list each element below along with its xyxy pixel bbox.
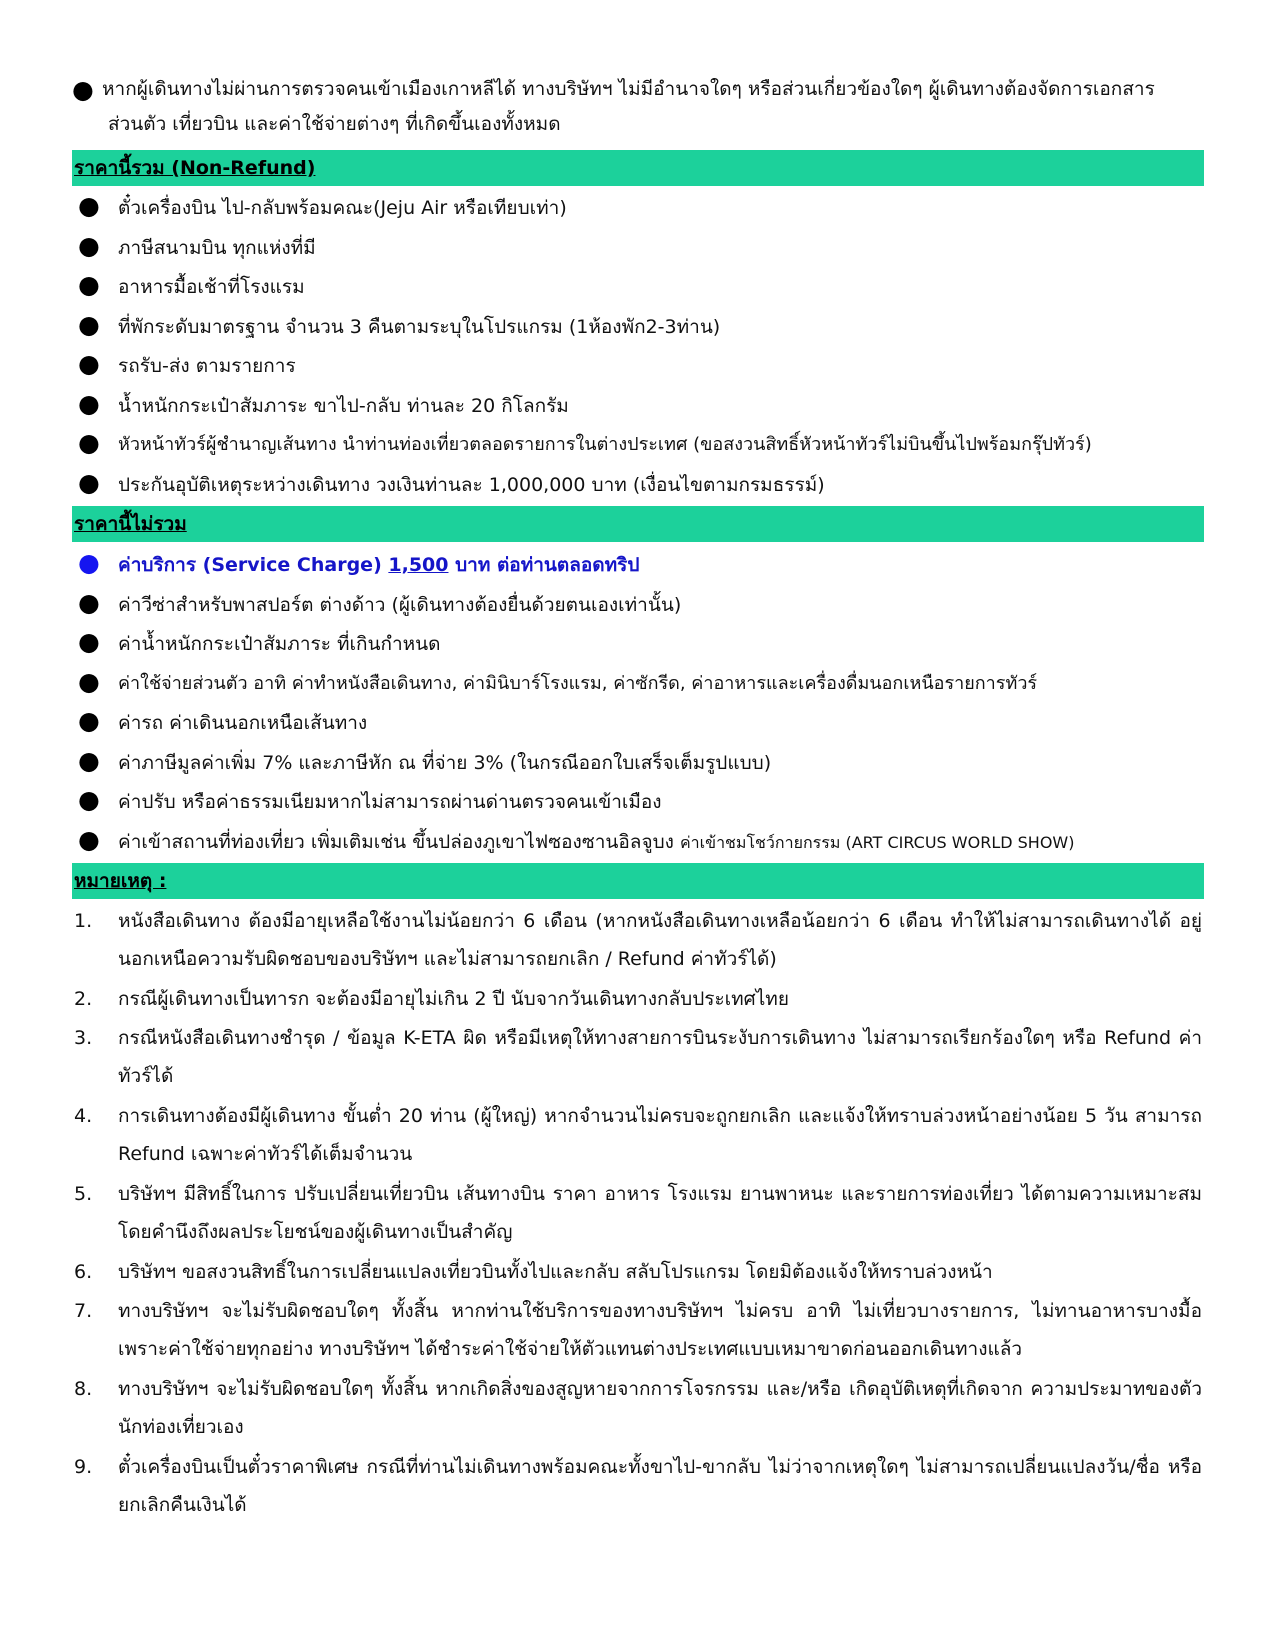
included-item-text: ประกันอุบัติเหตุระหว่างเดินทาง วงเงินท่านละ 1,000,000 บาท (เงื่อนไขตามกรมธรรม์): [118, 474, 825, 496]
note-text: ตั๋วเครื่องบินเป็นตั๋วราคาพิเศษ กรณีที่ท่านไม่เดินทางพร้อมคณะทั้งขาไป-ขากลับ ไม่ว่าจากเหตุใดๆ ไม่สามารถเปลี่ยนแปลงวัน/ชื่อ หรือยกเลิกคืนเงินได้: [118, 1456, 1202, 1516]
bullet-icon: ●: [78, 825, 100, 854]
notes-heading-band: [72, 863, 1204, 899]
bullet-icon: ●: [78, 588, 100, 617]
included-item-text: รถรับ-ส่ง ตามรายการ: [118, 355, 296, 377]
excluded-item-main: ค่าเข้าสถานที่ท่องเที่ยว เพิ่มเติมเช่น ขึ้นปล่องภูเขาไฟซองซานอิลจูบง: [118, 831, 680, 853]
note-number: 3.: [74, 1027, 93, 1049]
bullet-icon: ●: [78, 706, 100, 735]
note-number: 5.: [74, 1183, 93, 1205]
bullet-icon: ●: [78, 389, 100, 418]
service-charge-text: [118, 545, 639, 585]
note-number: 2.: [74, 988, 93, 1010]
included-item-text: หัวหน้าทัวร์ผู้ชำนาญเส้นทาง นำท่านท่องเที่ยวตลอดรายการในต่างประเทศ (ขอสงวนสิทธิ์หัวหน้าทัวร์ไม่บินขึ้นไปพร้อมกรุ๊ปทัวร์): [118, 434, 1092, 455]
bullet-icon: ●: [78, 231, 100, 260]
note-text: หนังสือเดินทาง ต้องมีอายุเหลือใช้งานไม่น้อยกว่า 6 เดือน (หากหนังสือเดินทางเหลือน้อยกว่า 6 เดือน ทำให้ไม่สามารถเดินทางได้ อยู่นอกเหนือความรับผิดชอบของบริษัทฯ และไม่สามารถยกเลิก / Refund ค่าทัวร์ได้): [118, 910, 1202, 970]
excluded-heading-band: [72, 506, 1204, 542]
included-item-text: น้ำหนักกระเป๋าสัมภาระ ขาไป-กลับ ท่านละ 20 กิโลกรัม: [118, 395, 569, 417]
note-text: กรณีหนังสือเดินทางชำรุด / ข้อมูล K-ETA ผิด หรือมีเหตุให้ทางสายการบินระงับการเดินทาง ไม่สามารถเรียกร้องใดๆ หรือ Refund ค่าทัวร์ได้: [118, 1027, 1202, 1087]
excluded-item-text: ค่าปรับ หรือค่าธรรมเนียมหากไม่สามารถผ่านด่านตรวจคนเข้าเมือง: [118, 791, 662, 813]
excluded-item-text: ค่าภาษีมูลค่าเพิ่ม 7% และภาษีหัก ณ ที่จ่าย 3% (ในกรณีออกใบเสร็จเต็มรูปแบบ): [118, 752, 772, 774]
bullet-icon: ●: [78, 548, 100, 577]
included-item-text: ที่พักระดับมาตรฐาน จำนวน 3 คืนตามระบุในโปรแกรม (1ห้องพัก2-3ท่าน): [118, 316, 721, 338]
excluded-item-text: ค่าน้ำหนักกระเป๋าสัมภาระ ที่เกินกำหนด: [118, 633, 441, 655]
included-item-text: ภาษีสนามบิน ทุกแห่งที่มี: [118, 237, 316, 259]
excluded-item-small: ค่าเข้าชมโชว์กายกรรม (ART CIRCUS WORLD SHOW): [679, 833, 1075, 852]
notes-heading: หมายเหตุ :: [74, 870, 167, 892]
note-number: 7.: [74, 1300, 93, 1322]
note-text: บริษัทฯ ขอสงวนสิทธิ์ในการเปลี่ยนแปลงเที่ยวบินทั้งไปและกลับ สลับโปรแกรม โดยมิต้องแจ้งให้ทราบล่วงหน้า: [118, 1261, 993, 1283]
note-number: 1.: [74, 910, 93, 932]
excluded-item-text: [118, 822, 1074, 863]
bullet-icon: ●: [78, 468, 100, 497]
note-number: 6.: [74, 1261, 93, 1283]
included-item-text: ตั๋วเครื่องบิน ไป-กลับพร้อมคณะ(Jeju Air หรือเทียบเท่า): [118, 197, 567, 219]
excluded-heading: ราคานี้ไม่รวม: [74, 513, 187, 535]
bullet-icon: ●: [72, 75, 94, 104]
bullet-icon: ●: [78, 627, 100, 656]
included-heading-band: [72, 150, 1204, 186]
excluded-item-text: ค่ารถ ค่าเดินนอกเหนือเส้นทาง: [118, 712, 368, 734]
note-text: ทางบริษัทฯ จะไม่รับผิดชอบใดๆ ทั้งสิ้น หากท่านใช้บริการของทางบริษัทฯ ไม่ครบ อาทิ ไม่เที่ยวบางรายการ, ไม่ทานอาหารบางมื้อ เพราะค่าใช้จ่ายทุกอย่าง ทางบริษัทฯ ได้ชำระค่าใช้จ่ายให้ตัวแทนต่างประเทศแบบเหมาขาดก่อนออกเดินทางแล้ว: [118, 1300, 1202, 1360]
bullet-icon: ●: [78, 310, 100, 339]
note-text: บริษัทฯ มีสิทธิ์ในการ ปรับเปลี่ยนเที่ยวบิน เส้นทางบิน ราคา อาหาร โรงแรม ยานพาหนะ และรายการท่องเที่ยว ได้ตามความเหมาะสม โดยคำนึงถึงผลประโยชน์ของผู้เดินทางเป็นสำคัญ: [118, 1183, 1202, 1243]
note-number: 9.: [74, 1456, 93, 1478]
bullet-icon: ●: [78, 746, 100, 775]
included-heading: ราคานี้รวม (Non-Refund): [74, 157, 316, 179]
bullet-icon: ●: [78, 191, 100, 220]
intro-line-1: หากผู้เดินทางไม่ผ่านการตรวจคนเข้าเมืองเกาหลีได้ ทางบริษัทฯ ไม่มีอำนาจใดๆ หรือส่วนเกี่ยวข้องใดๆ ผู้เดินทางต้องจัดการเอกสาร: [102, 78, 1155, 100]
service-charge-suffix: บาท ต่อท่านตลอดทริป: [448, 554, 640, 576]
intro-paragraph: [72, 72, 1212, 144]
note-text: การเดินทางต้องมีผู้เดินทาง ขั้นต่ำ 20 ท่าน (ผู้ใหญ่) หากจำนวนไม่ครบจะถูกยกเลิก และแจ้งให้ทราบล่วงหน้าอย่างน้อย 5 วัน สามารถ Refund เฉพาะค่าทัวร์ได้เต็มจำนวน: [118, 1105, 1202, 1165]
intro-line-2: ส่วนตัว เที่ยวบิน และค่าใช้จ่ายต่างๆ ที่เกิดขึ้นเองทั้งหมด: [108, 113, 561, 135]
service-charge-amount: 1,500: [388, 554, 449, 576]
excluded-item-text: ค่าวีซ่าสำหรับพาสปอร์ต ต่างด้าว (ผู้เดินทางต้องยื่นด้วยตนเองเท่านั้น): [118, 594, 682, 616]
bullet-icon: ●: [78, 785, 100, 814]
bullet-icon: ●: [78, 667, 100, 696]
note-number: 8.: [74, 1378, 93, 1400]
bullet-icon: ●: [78, 428, 100, 457]
bullet-icon: ●: [78, 270, 100, 299]
bullet-icon: ●: [78, 349, 100, 378]
excluded-item-text: ค่าใช้จ่ายส่วนตัว อาทิ ค่าทำหนังสือเดินทาง, ค่ามินิบาร์โรงแรม, ค่าซักรีด, ค่าอาหารและเครื่องดื่มนอกเหนือรายการทัวร์: [118, 673, 1038, 694]
note-text: กรณีผู้เดินทางเป็นทารก จะต้องมีอายุไม่เกิน 2 ปี นับจากวันเดินทางกลับประเทศไทย: [118, 988, 789, 1010]
included-item-text: อาหารมื้อเช้าที่โรงแรม: [118, 276, 305, 298]
service-charge-label: ค่าบริการ (Service Charge): [118, 554, 389, 576]
note-number: 4.: [74, 1105, 93, 1127]
note-text: ทางบริษัทฯ จะไม่รับผิดชอบใดๆ ทั้งสิ้น หากเกิดสิ่งของสูญหายจากการโจรกรรม และ/หรือ เกิดอุบัติเหตุที่เกิดจาก ความประมาทของตัวนักท่องเที่ยวเอง: [118, 1378, 1202, 1438]
